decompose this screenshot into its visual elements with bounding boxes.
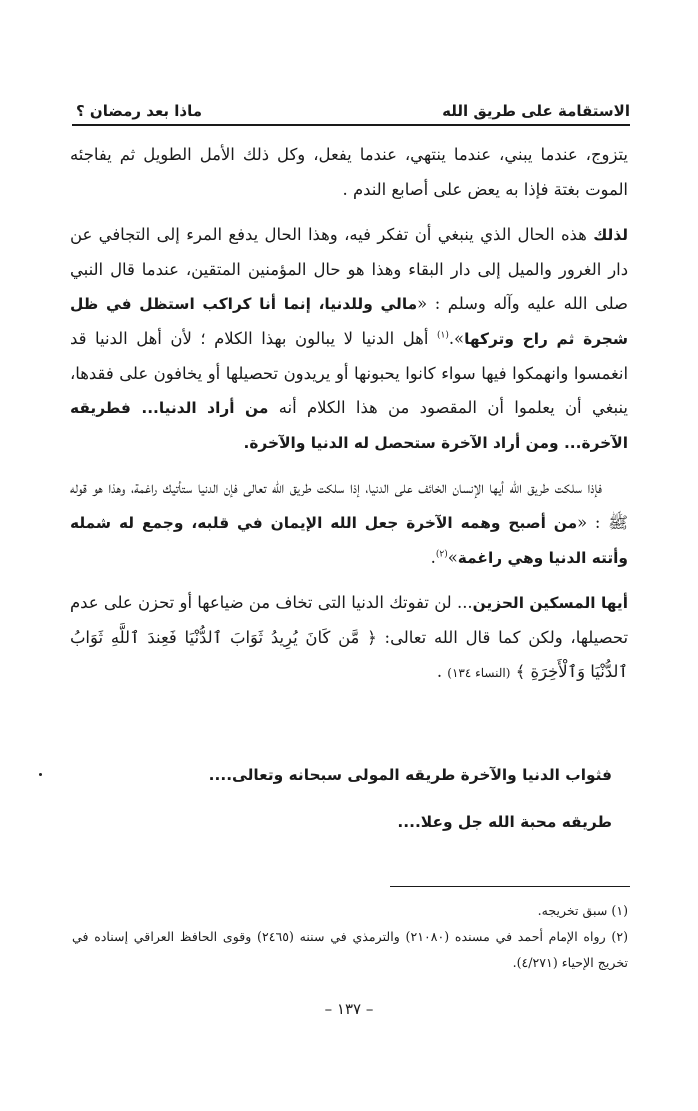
book-title: الاستقامة على طريق الله: [442, 102, 630, 120]
paragraph-2: [70, 218, 628, 460]
paragraph-2-text-b: ».: [448, 328, 465, 348]
hadith-quote-2: من أصبح وهمه الآخرة جعل الله الإيمان في قلبه، وجمع له شمله وأتته الدنيا وهي راغمة: [70, 513, 628, 567]
footnote-rule: [390, 886, 630, 887]
paragraph-3-text-c: .: [430, 547, 436, 567]
hadith-quote-1: مالي وللدنيا، إنما أنا كراكب استظل في ظل شجرة ثم راح وتركها: [70, 295, 628, 348]
paragraph-2-lead: لذلك: [593, 226, 628, 245]
footnote-2: (٢) رواه الإمام أحمد في مسنده (٢١٠٨٠) والترمذي في سننه (٢٤٦٥) وقوى الحافظ العراقي إسناده في تخريج الإحياء (٤/٢٧١).: [72, 929, 628, 970]
footnote-1: (١) سبق تخريجه.: [537, 903, 628, 918]
paragraph-2-text-c: أهل الدنيا لا يبالون بهذا الكلام ؛ لأن أهل الدنيا قد انغمسوا وانهمكوا فيها سواء كانوا يحبونها أو يريدون تحصيلها أو يخافون على فقدها، ينبغي أن يعلموا أن المقصود من هذا الكلام أنه: [70, 328, 628, 418]
body-text: [70, 138, 628, 691]
paragraph-4: [70, 586, 628, 691]
footnote-mark-2[interactable]: (٢): [435, 549, 448, 560]
paragraph-4-text-c: .: [436, 662, 448, 682]
paragraph-3-text-a: فإذا سلكت طريق الله أيها الإنسان الخائف على الدنيا، إذا سلكت طريق الله تعالى فإن الدنيا ستأتيك راغمة، وهذا هو قوله ﷺ : «: [70, 478, 628, 532]
paragraph-1-text: يتزوج، عندما يبني، عندما ينتهي، عندما يفعل، وكل ذلك الأمل الطويل ثم يفاجئه الموت بغتة فإذا به يعض على أصابع الندم .: [70, 145, 628, 199]
quran-verse: مَّن كَانَ يُرِيدُ ثَوَابَ ٱلدُّنْيَا فَعِندَ ٱللَّهِ ثَوَابُ ٱلدُّنْيَا وَٱلْأَخِرَةِ: [70, 627, 628, 682]
footnotes: [72, 898, 628, 976]
footnote-mark-1[interactable]: (١): [436, 330, 449, 341]
page-number: – ١٣٧ –: [324, 1000, 374, 1018]
verse-reference: (النساء ١٣٤): [447, 666, 511, 681]
paragraph-3-text-b: »: [447, 547, 458, 567]
paragraph-2-text-a: هذه الحال الذي ينبغي أن تفكر فيه، وهذا الحال يدفع المرء إلى التجافي عن دار الغرور والميل إلى دار البقاء وهذا هو حال المؤمنين المتقين، عندما قال النبي صلى الله عليه وآله وسلم : «: [70, 225, 628, 314]
chapter-title: ماذا بعد رمضان ؟: [76, 102, 203, 120]
paragraph-4-lead: أيها المسكين الحزين: [472, 594, 628, 613]
closing-line-2: طريقه محبة الله جل وعلا....: [397, 813, 612, 831]
paragraph-3: [70, 471, 628, 575]
closing-line-1: فثواب الدنيا والآخرة طريقه المولى سبحانه وتعالى....: [208, 766, 612, 784]
margin-mark: [39, 773, 42, 776]
paragraph-4-text-b: ﴾: [510, 662, 531, 682]
running-head: [76, 88, 630, 120]
paragraph-2-bold-conclusion: من أراد الدنيا... فطريقه الآخرة... ومن أراد الآخرة ستحصل له الدنيا والآخرة.: [70, 399, 628, 452]
header-rule: [72, 124, 630, 126]
paragraph-4-text-a: ... لن تفوتك الدنيا التى تخاف من ضياعها أو تحزن على عدم تحصيلها، ولكن كما قال الله تعالى: ﴿: [70, 593, 629, 647]
paragraph-1: [70, 138, 628, 207]
